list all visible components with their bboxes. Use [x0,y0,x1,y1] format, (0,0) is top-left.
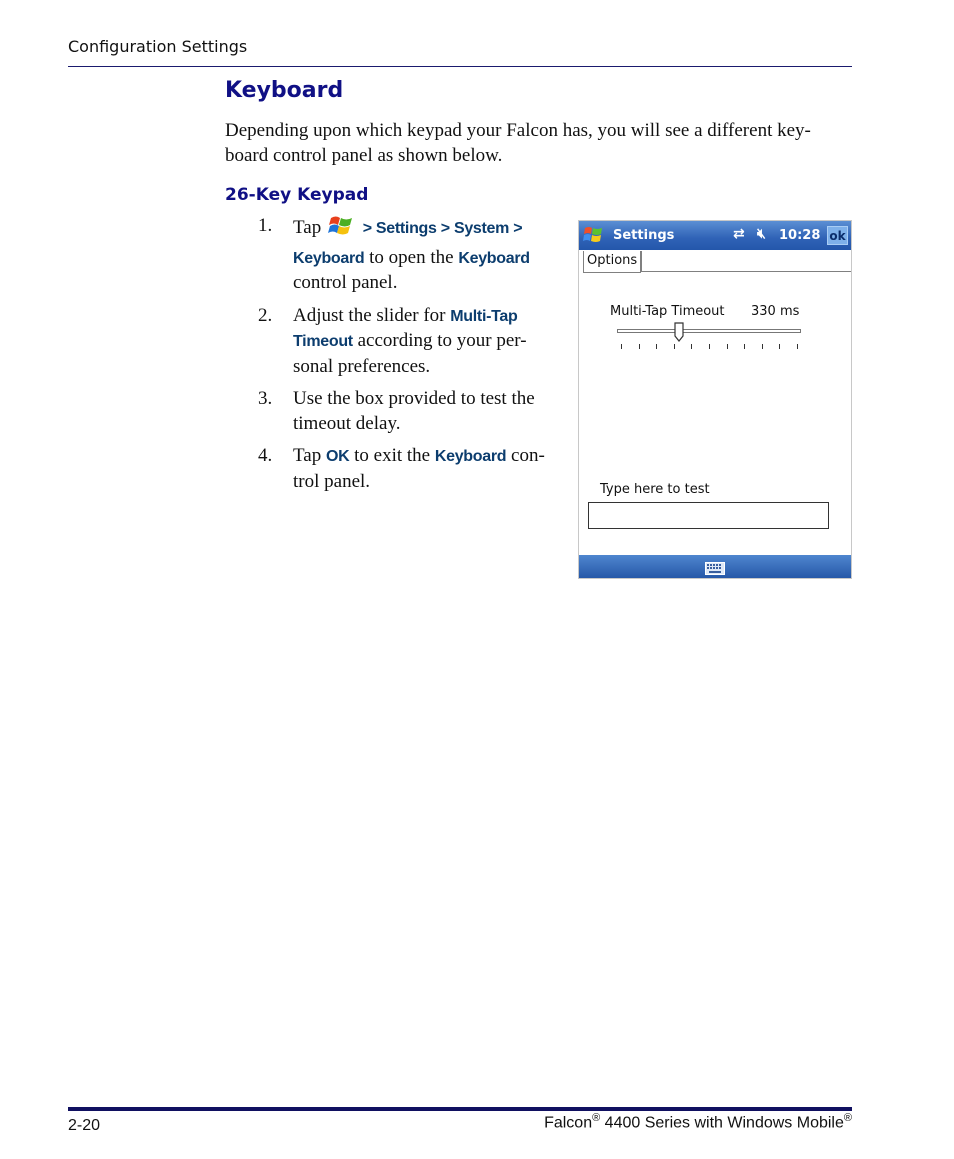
step-text: to exit the [354,445,431,466]
footer-title [544,1112,852,1132]
footer-product: Falcon [544,1114,593,1132]
clock[interactable]: 10:28 [779,228,821,243]
footer-series: 4400 Series with Windows Mobile [600,1114,844,1132]
slider-tick [762,344,763,349]
slider-tick [674,344,675,349]
step-text: Adjust the slider for [293,304,446,326]
step-text: Tap [293,217,322,238]
step-text: to open the [369,246,454,268]
title-bar [579,221,851,250]
volume-mute-icon[interactable]: 🔇︎ [757,226,766,242]
step-number: 1. [258,215,273,236]
footer-rule [68,1107,852,1111]
section-title: Keyboard [225,78,344,103]
step-text: Tap [293,445,322,466]
ui-ok: OK [325,448,350,465]
slider-tick [797,344,798,349]
slider-tick [727,344,728,349]
test-input[interactable] [588,502,829,529]
ui-keyboard: Keyboard [458,249,530,267]
step-text: control panel. [293,272,398,293]
step-number: 2. [258,304,273,326]
app-title: Settings [613,228,675,243]
bottom-bar [579,555,851,578]
tab-row [579,251,851,273]
timeout-slider-thumb[interactable] [674,322,684,342]
step-text: con-trol panel. [293,445,545,492]
slider-tick [709,344,710,349]
step-1 [258,214,558,296]
slider-tick [621,344,622,349]
slider-tick [744,344,745,349]
tab-divider [641,251,851,272]
step-3 [258,387,558,436]
page-number: 2-20 [68,1117,101,1134]
slider-tick [779,344,780,349]
ui-keyboard: Keyboard [293,249,365,267]
ui-multi-tap-timeout: Multi-Tap Timeout [293,307,518,350]
registered-mark: ® [843,1112,852,1124]
ui-keyboard: Keyboard [434,448,507,465]
intro-paragraph: Depending upon which keypad your Falcon has, you will see a different key-board control panel as shown below. [225,120,811,166]
ok-button[interactable]: ok [827,226,848,245]
windows-flag-icon[interactable] [583,225,605,249]
test-label: Type here to test [600,482,710,497]
step-4 [258,444,558,494]
multi-tap-timeout-label: Multi-Tap Timeout [610,304,725,319]
slider-tick [639,344,640,349]
timeout-value: 330 ms [751,304,800,319]
step-2 [258,304,558,380]
slider-tick [656,344,657,349]
running-header: Configuration Settings [68,37,248,56]
step-text: Use the box provided to test the timeout delay. [293,388,535,434]
ui-path-settings-system: > Settings > System > [362,220,523,237]
tab-options[interactable]: Options [583,251,641,273]
registered-mark: ® [592,1112,601,1124]
subsection-title: 26-Key Keypad [225,185,369,205]
keyboard-settings-screenshot [579,221,851,578]
step-list [258,214,558,502]
sync-icon[interactable]: ⇄ [733,226,745,242]
step-number: 4. [258,445,273,466]
windows-start-icon [328,214,355,246]
keyboard-icon[interactable] [705,560,725,578]
header-rule [68,66,852,67]
step-text: according to your per-sonal preferences. [293,330,527,377]
timeout-slider-track[interactable] [617,329,801,333]
slider-tick [691,344,692,349]
step-number: 3. [258,388,273,409]
